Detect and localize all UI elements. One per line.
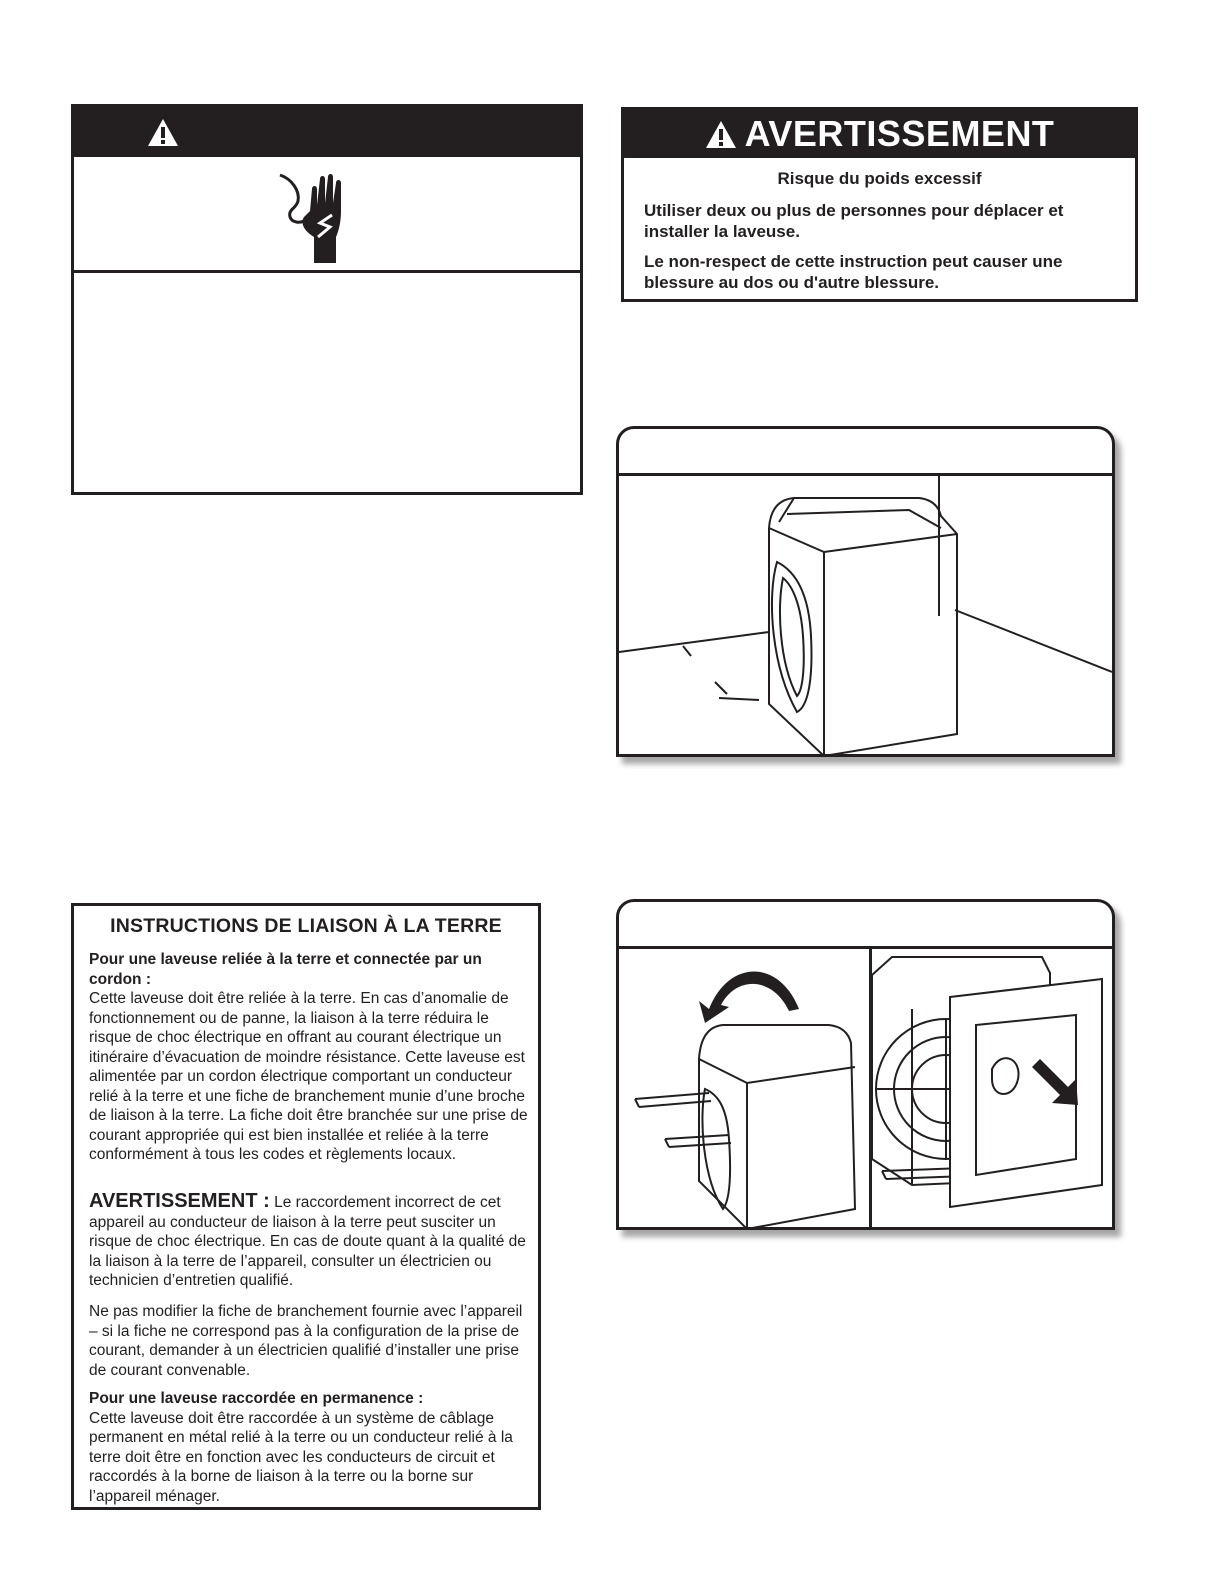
electrical-warning-header — [74, 107, 580, 157]
grounding-cord-section — [89, 950, 529, 1165]
cord-section-text: Cette laveuse doit être reliée à la terre. En cas d’anomalie de fonctionnement ou de panne, la liaison à la terre réduira le risque de choc électrique en offrant au courant électrique un itinéraire d’évacuation de moindre résistance. Cette laveuse est alimentée par un cordon électrique comportant un conducteur relié à la terre et une fiche de branchement munie d’une broche de liaison à la terre. La fiche doit être branchée sur une prise de courant appropriée qui est bien installée et reliée à la terre conformément à tous les codes et règlements locaux. — [89, 990, 528, 1163]
washer-placement-illustration — [619, 476, 1112, 754]
shock-symbol-row — [74, 157, 580, 273]
grounding-warning-text: Le raccordement incorrect de cet appareil au conducteur de liaison à la terre peut susciter un risque de choc électrique. En cas de doute quant à la qualité de la liaison à la terre de l’appareil, consulter un électricien ou technicien d’entretien qualifié. — [89, 1194, 526, 1289]
washer-tilt-illustration — [619, 949, 869, 1227]
weight-warning-header — [624, 110, 1135, 158]
transport-illustration-panel — [616, 899, 1115, 1230]
weight-warning-title: AVERTISSEMENT — [744, 113, 1055, 154]
weight-warning-instruction: Utiliser deux ou plus de personnes pour déplacer et installer la laveuse. — [644, 201, 1064, 241]
rear-panel-illustration — [872, 949, 1112, 1227]
grounding-title: INSTRUCTIONS DE LIAISON À LA TERRE — [110, 915, 502, 937]
rotate-arrow-icon — [699, 972, 799, 1024]
warning-triangle-icon — [147, 118, 179, 147]
permanent-section-heading: Pour une laveuse raccordée en permanence : — [89, 1390, 424, 1407]
placement-illustration-panel — [616, 426, 1115, 757]
grounding-permanent-section — [89, 1389, 529, 1506]
electrical-warning-box — [71, 104, 583, 495]
permanent-section-text: Cette laveuse doit être raccordée à un système de câblage permanent en métal relié à la terre ou un conducteur relié à la terre doit être en fonction avec les conducteurs de circuit et raccordés à la borne de liaison à la terre ou la borne sur l’appareil ménager. — [89, 1409, 513, 1505]
plug-modification-text: Ne pas modifier la fiche de branchement fournie avec l’appareil – si la fiche ne correspond pas à la configuration de la prise de courant, demander à un électricien qualifié d’installer une prise de courant convenable. — [89, 1303, 523, 1379]
electric-shock-hand-icon — [274, 171, 354, 263]
weight-warning-subtitle: Risque du poids excessif — [777, 169, 982, 188]
weight-warning-consequence: Le non-respect de cette instruction peut causer une blessure au dos ou d'autre blessure. — [644, 252, 1063, 292]
grounding-instructions-box — [71, 903, 541, 1510]
grounding-warning-label: AVERTISSEMENT : — [89, 1190, 270, 1212]
warning-triangle-icon — [705, 120, 737, 149]
grounding-warning-section — [89, 1192, 529, 1291]
weight-warning-box — [621, 107, 1138, 302]
cord-section-heading: Pour une laveuse reliée à la terre et connectée par un cordon : — [89, 951, 482, 988]
